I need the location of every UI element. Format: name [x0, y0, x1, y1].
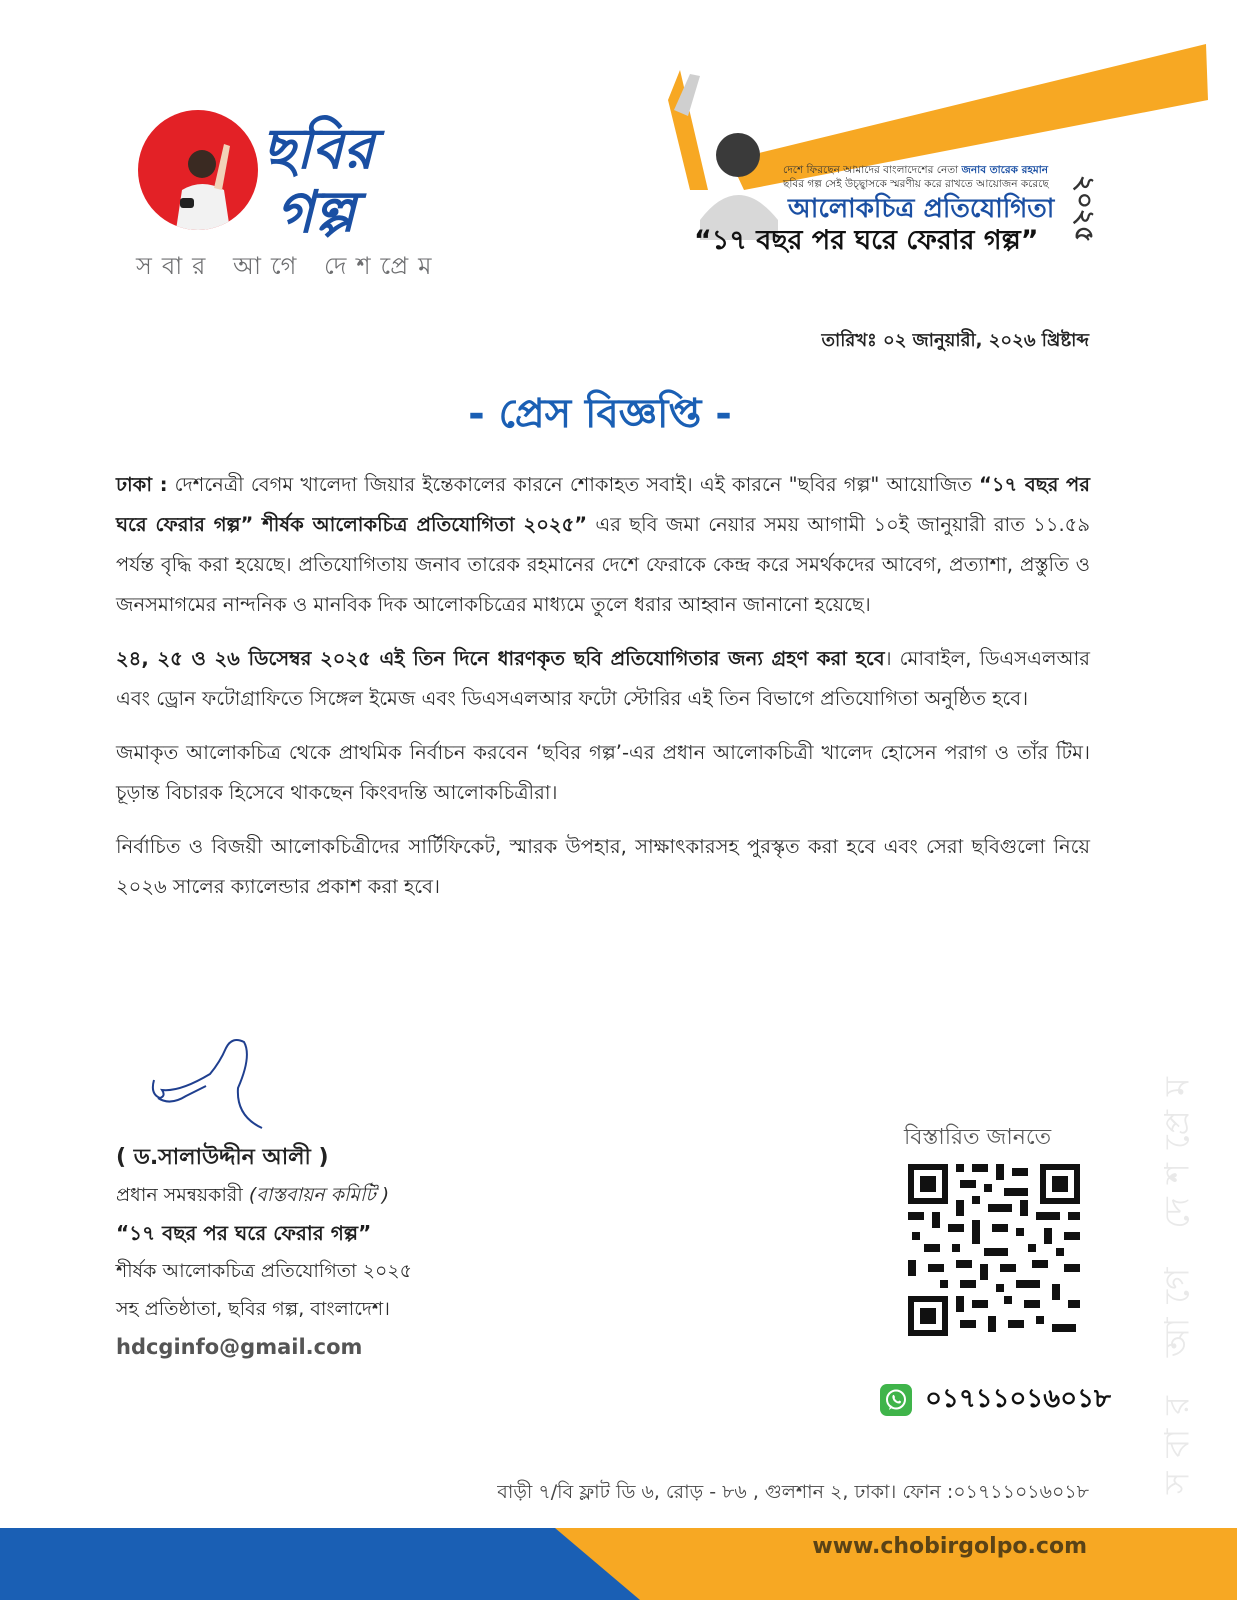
qr-label: বিস্তারিত জানতে	[904, 1125, 1052, 1150]
banner-subtitle-1: দেশে ফিরছেন আমাদের বাংলাদেশের নেতা জনাব তারেক রহমান	[783, 164, 1049, 176]
banner-subtitle-2: ছবির গল্প সেই উচ্ছ্বাসকে স্মরণীয় করে রাখতে আয়োজন করেছে	[783, 178, 1049, 190]
paragraph-2: ২৪, ২৫ ও ২৬ ডিসেম্বর ২০২৫ এই তিন দিনে ধারণকৃত ছবি প্রতিযোগিতার জন্য গ্রহণ করা হবে। মোবাইল, ডিএসএলআর এবং ড্রোন ফটোগ্রাফিতে সিঙ্গেল ইমেজ এবং ডিএসএলআর ফটো স্টোরির এই তিন বিভাগে প্রতিযোগিতা অনুষ্ঠিত হবে।	[116, 647, 1090, 710]
paragraph-1: ঢাকা : দেশনেত্রী বেগম খালেদা জিয়ার ইন্তেকালের কারনে শোকাহত সবাই। এই কারনে "ছবির গল্প" আয়োজিত “১৭ বছর পর ঘরে ফেরার গল্প” শীর্ষক আলোকচিত্র প্রতিযোগিতা ২০২৫” এর ছবি জমা নেয়ার সময় আগামী ১০ই জানুয়ারী রাত ১১.৫৯ পর্যন্ত বৃদ্ধি করা হয়েছে। প্রতিযোগিতায় জনাব তারেক রহমানের দেশে ফেরাকে কেন্দ্র করে সমর্থকদের আবেগ, প্রত্যাশা, প্রস্তুতি ও জনসমাগমের নান্দনিক ও মানবিক দিক আলোকচিত্রের মাধ্যমে তুলে ধরার আহ্বান জানানো হয়েছে।	[116, 473, 1090, 616]
watermark-text: সবার আগে দেশপ্রেম	[1157, 1063, 1198, 1494]
document-date: তারিখঃ ০২ জানুয়ারী, ২০২৬ খ্রিষ্টাব্দ	[821, 330, 1089, 351]
signatory-line-5: সহ প্রতিষ্ঠাতা, ছবির গল্প, বাংলাদেশ।	[116, 1298, 390, 1320]
banner-title: আলোকচিত্র প্রতিযোগিতা	[788, 194, 1055, 224]
signatory-line-4: শীর্ষক আলোকচিত্র প্রতিযোগিতা ২০২৫	[116, 1260, 412, 1282]
office-address: বাড়ী ৭/বি ফ্লাট ডি ৬, রোড় - ৮৬ , গুলশান ২, ঢাকা। ফোন :০১৭১১০১৬০১৮	[497, 1481, 1089, 1503]
logo-word-2: গল্প	[276, 178, 356, 246]
paragraph-3: জমাকৃত আলোকচিত্র থেকে প্রাথমিক নির্বাচন করবেন ‘ছবির গল্প’-এর প্রধান আলোকচিত্রী খালেদ হোসেন পরাগ ও তাঁর টিম। চূড়ান্ত বিচারক হিসেবে থাকছেন কিংবদন্তি আলোকচিত্রীরা।	[116, 741, 1090, 804]
page-title: - প্রেস বিজ্ঞপ্তি -	[468, 391, 732, 437]
paragraph-4: নির্বাচিত ও বিজয়ী আলোকচিত্রীদের সার্টিফিকেট, স্মারক উপহার, সাক্ষাৎকারসহ পুরস্কৃত করা হবে এবং সেরা ছবিগুলো নিয়ে ২০২৬ সালের ক্যালেন্ডার প্রকাশ করা হবে।	[116, 835, 1090, 898]
vertical-watermark	[1140, 1010, 1220, 1530]
logo-wordmark	[228, 98, 438, 248]
logo-word-1: ছবির	[262, 116, 374, 182]
qr-code-icon[interactable]	[904, 1160, 1084, 1340]
leader-silhouette-icon	[162, 130, 232, 230]
phone-number: ০১৭১১০১৬০১৮	[925, 1384, 1111, 1414]
banner-quote: “১৭ বছর পর ঘরে ফেরার গল্প”	[694, 225, 1039, 256]
signatory-block	[116, 1140, 576, 1366]
handwritten-signature	[140, 1036, 280, 1136]
contact-email[interactable]: hdcginfo@gmail.com	[116, 1335, 363, 1359]
dateline: ঢাকা :	[116, 473, 168, 496]
signatory-name: ( ড.সালাউদ্দীন আলী )	[116, 1145, 329, 1170]
signatory-role: প্রধান সমন্বয়কারী (বাস্তবায়ন কমিটি )	[116, 1184, 390, 1206]
banner-year: ২০২৫	[1069, 175, 1099, 243]
logo	[128, 98, 448, 298]
phone-contact[interactable]	[880, 1378, 1111, 1414]
logo-tagline: সবার আগে দেশপ্রেম	[136, 252, 442, 280]
campaign-banner	[660, 40, 1237, 265]
signatory-campaign-name: “১৭ বছর পর ঘরে ফেরার গল্প”	[116, 1221, 372, 1245]
footer-band	[0, 1528, 1237, 1600]
website-link[interactable]: www.chobirgolpo.com	[812, 1534, 1087, 1559]
whatsapp-icon	[880, 1384, 912, 1416]
press-body	[116, 465, 1090, 921]
